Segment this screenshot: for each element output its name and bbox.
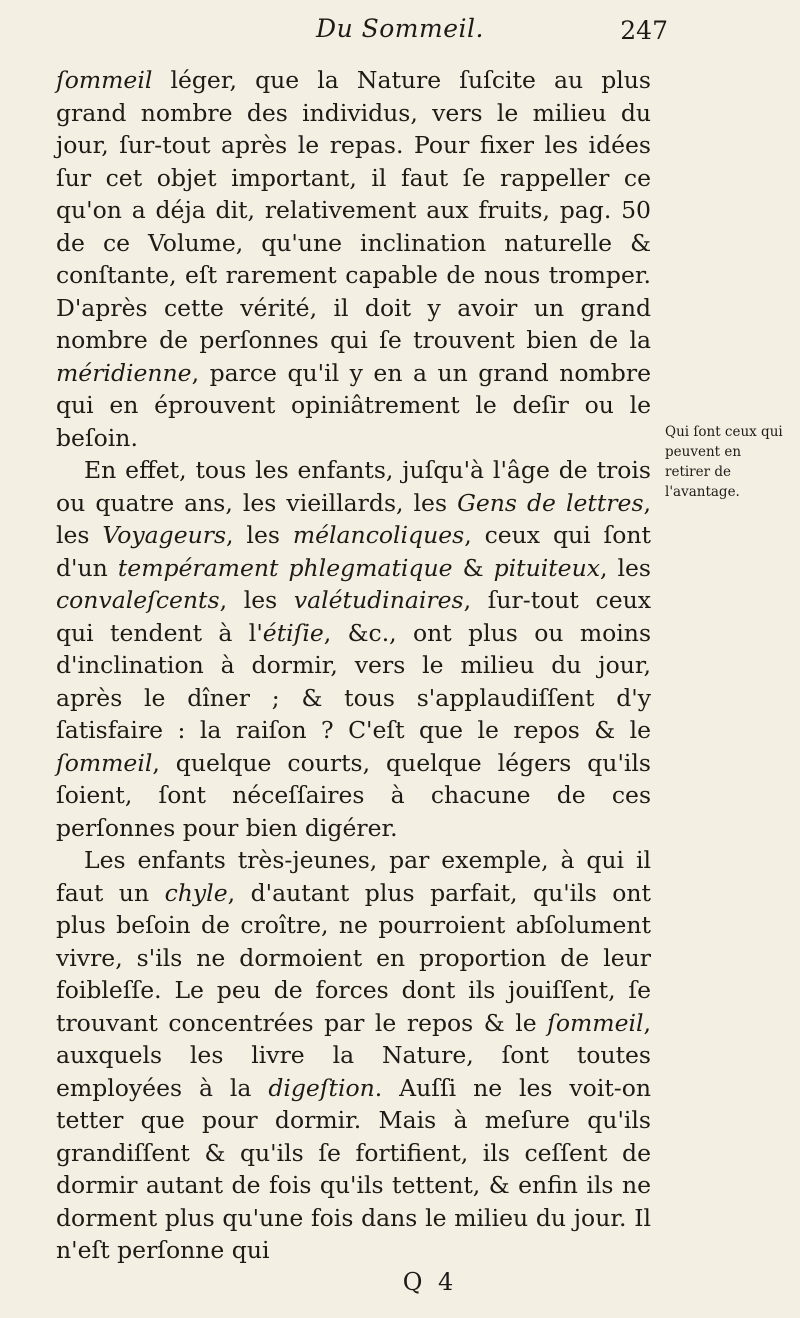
italic-text-segment: valétudinaires (293, 586, 464, 614)
text-segment: , d'autant plus parfait, qu'ils ont plus beſoin de croître, ne pourroient abſolument vivre, s'ils ne dormoient en proportion de leur foibleſſe. Le peu de forces dont ils jouiſſent, ſe trouvant concentrées par le repos & le (56, 878, 652, 1037)
margin-note: Qui ſont ceux qui peuvent en retirer de l'avantage. (665, 424, 783, 500)
text-segment: , les (599, 553, 651, 582)
italic-text-segment: convaleſcents (56, 586, 220, 614)
text-segment: , les (219, 586, 294, 614)
text-segment: , quelque courts, quelque légers qu'ils ſoient, ſont néceſſaires à chacune de ces perſonnes pour bien digérer. (56, 748, 651, 842)
italic-text-segment: Voyageurs (102, 521, 227, 549)
italic-text-segment: chyle (164, 878, 228, 907)
text-segment: , ſur-tout ceux qui tendent à l' (56, 586, 651, 647)
running-title: Du Sommeil. (316, 14, 484, 43)
text-segment: , les (226, 521, 293, 549)
text-segment: En effet, tous les enfants, juſqu'à l'âge de trois ou quatre ans, les vieillards, les (56, 456, 651, 517)
text-segment: , ceux qui ſont d'un (56, 521, 651, 582)
text-segment: & (452, 553, 494, 582)
text-segment: , &c., ont plus ou moins d'inclination à dormir, vers le milieu du jour, après le dîner ; & tous s'applaudiſſent d'y ſatisfaire : la raiſon ? C'eſt que le repos & le (56, 618, 652, 744)
italic-text-segment: ſommeil (56, 748, 153, 777)
body-text (56, 64, 651, 1267)
paragraph (56, 64, 651, 454)
italic-text-segment: ſommeil (56, 66, 153, 94)
italic-text-segment: ſommeil (547, 1008, 644, 1037)
text-segment: , les (56, 488, 651, 549)
page-header (0, 14, 800, 54)
italic-text-segment: étiſie (262, 618, 324, 647)
paragraph (56, 844, 651, 1267)
italic-text-segment: pituiteux (493, 553, 600, 582)
paragraph (56, 454, 651, 844)
text-segment: . Auſſi ne les voit-on tetter que pour dormir. Mais à meſure qu'ils grandiſſent & qu'ils ſe fortifient, ils ceſſent de dormir autant de fois qu'ils tettent, & enfin ils ne dorment plus qu'une fois dans le milieu du jour. Il n'eſt perſonne qui (56, 1073, 652, 1264)
page-number: 247 (620, 16, 668, 45)
signature-mark: Q 4 (402, 1268, 458, 1296)
text-segment: , auxquels les livre la Nature, ſont toutes employées à la (56, 1008, 651, 1102)
italic-text-segment: mélancoliques (292, 521, 465, 549)
text-segment: , parce qu'il y en a un grand nombre qui en éprouvent opiniâtrement le deſir ou le beſoin. (56, 358, 651, 452)
text-segment: Les enfants très-jeunes, par exemple, à qui il faut un (56, 846, 651, 907)
text-segment: léger, que la Nature ſuſcite au plus grand nombre des individus, vers le milieu du jour, ſur-tout après le repas. Pour fixer les idées ſur cet objet important, il faut ſe rappeller ce qu'on a déja dit, relativement aux fruits, pag. 50 de ce Volume, qu'une inclination naturelle & conſtante, eſt rarement capable de nous tromper. D'après cette vérité, il doit y avoir un grand nombre de perſonnes qui ſe trouvent bien de la (56, 66, 651, 354)
italic-text-segment: Gens de lettres (457, 488, 644, 517)
italic-text-segment: tempérament phlegmatique (117, 553, 453, 582)
italic-text-segment: méridienne (56, 358, 192, 387)
italic-text-segment: digeſtion (268, 1073, 375, 1102)
